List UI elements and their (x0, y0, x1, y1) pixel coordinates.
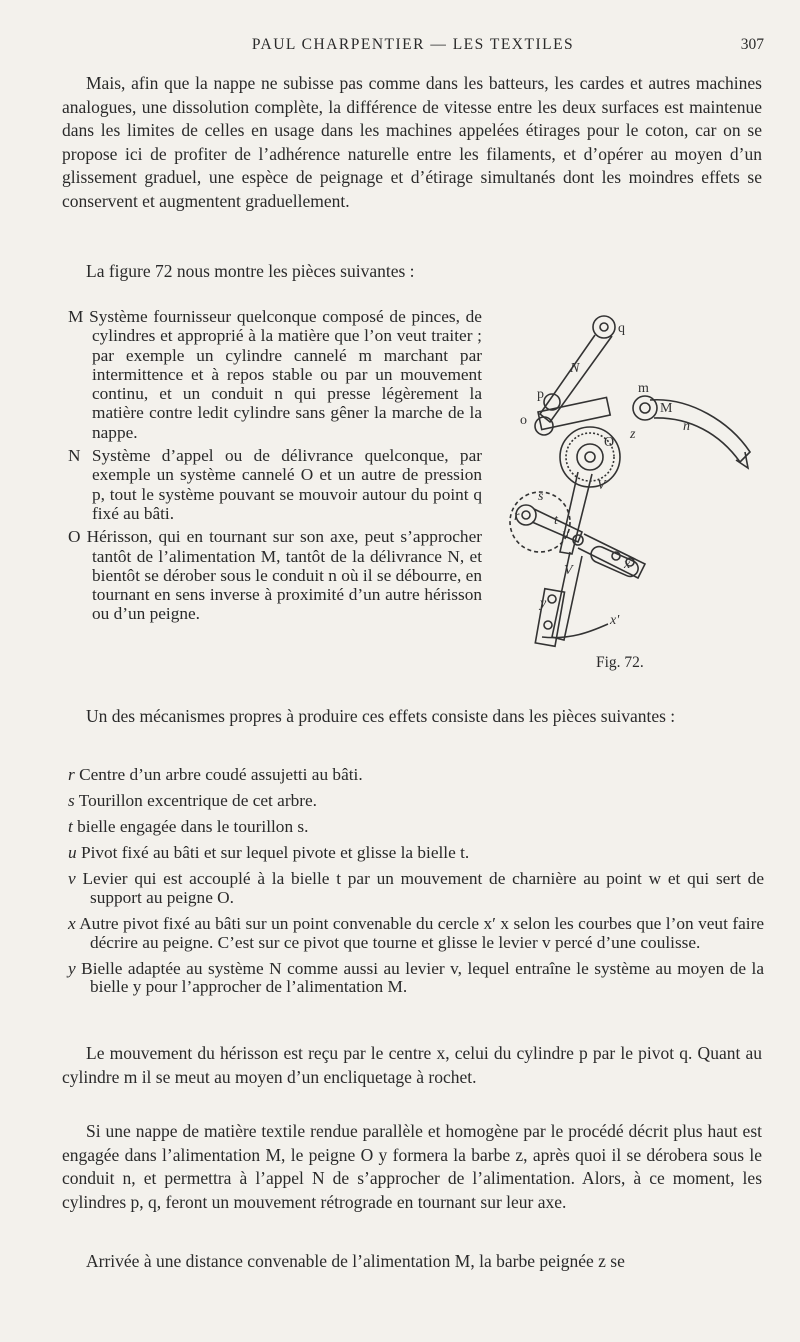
paragraph-1: Mais, afin que la nappe ne subisse pas comme dans les batteurs, les cardes et autres machines analogues, une dissolution complète, la différence de vitesse entre les deux surfaces est maintenue dans les limites de celles en usage dans les machines appelées étirages pour le coton, car on se propose ici de profiter de l’adhérence naturelle entre les filaments, et d’opérer au moyen d’un glissement graduel, une espèce de peignage et d’étirage simultanés dont les moindres effets se conservent et augmentent graduellement. (62, 73, 762, 211)
item-letter: s (68, 791, 75, 811)
label-o: o (520, 413, 527, 428)
label-x: x (624, 557, 631, 572)
list-item (34, 527, 482, 623)
list-item (34, 960, 764, 997)
item-letter: O (68, 527, 81, 547)
item-text: Système fournisseur quelconque composé de pinces, de cylindres et approprié à la matière que l’on veut traiter ; par exemple un cylindre cannelé m marchant par intermittence et à repos stable ou par un mouvement continu, et un conduit n qui presse légèrement la matière contre ledit cylindre sans gêner la marche de la nappe. (89, 307, 482, 442)
item-text: Pivot fixé au bâti et sur lequel pivote et glisse la bielle t. (80, 843, 470, 863)
paragraph-3: Un des mécanismes propres à produire ces effets consiste dans les pièces suivantes : (86, 706, 676, 726)
label-q: q (618, 321, 625, 336)
label-z: z (630, 427, 636, 442)
item-text: Autre pivot fixé au bâti sur un point convenable du cercle x′ x selon les courbes que l’on veut faire décrire au peigne. C’est sur ce pivot que tourne et glisse le levier v percé d’une coulisse. (79, 914, 764, 952)
list-item (34, 915, 764, 952)
label-M: M (660, 401, 673, 416)
item-text: bielle engagée dans le tourillon s. (77, 817, 309, 837)
item-letter: r (68, 765, 75, 784)
parts-list-1 (34, 307, 482, 628)
figure-72 (500, 302, 770, 682)
paragraph-6: Arrivée à une distance convenable de l’alimentation M, la barbe peignée z se (86, 1251, 625, 1271)
label-p: p (537, 387, 544, 402)
item-letter: v (68, 869, 76, 889)
item-letter: y (68, 958, 76, 978)
label-x-prime: x' (610, 613, 620, 628)
label-v: V (564, 563, 573, 578)
label-N: N (570, 361, 580, 376)
label-m: m (638, 381, 649, 396)
item-text: Bielle adaptée au système N comme aussi au levier v, lequel entraîne le système au moyen de la bielle y pour l’approcher de l’alimentation M. (81, 958, 764, 997)
label-r: r (514, 509, 520, 524)
running-title: PAUL CHARPENTIER — LES TEXTILES (251, 36, 575, 53)
running-header (62, 36, 764, 58)
label-V: V (597, 478, 606, 493)
list-item (34, 792, 764, 811)
item-text: Hérisson, qui en tournant sur son axe, peut s’approcher tantôt de l’alimentation M, tantôt de la délivrance N, et bientôt se dérober sous le conduit n où il se débourre, en tournant en sens inverse à proximité d’un autre hérisson ou d’un peigne. (86, 527, 482, 624)
item-letter: N (68, 446, 81, 466)
list-item (34, 446, 482, 523)
page-number: 307 (740, 36, 764, 53)
list-item (34, 818, 764, 837)
list-item (34, 870, 764, 907)
item-letter: u (68, 843, 77, 863)
paragraph-2: La figure 72 nous montre les pièces suivantes : (86, 261, 415, 281)
list-item (34, 844, 764, 863)
label-y: y (540, 596, 547, 611)
item-text: Système d’appel ou de délivrance quelconque, par exemple un système cannelé O et un autre de pression p, tout le système pouvant se mouvoir autour du point q fixé au bâti. (91, 446, 482, 523)
label-O: O (604, 435, 615, 450)
item-text: Tourillon excentrique de cet arbre. (78, 791, 317, 811)
item-letter: M (68, 307, 84, 326)
label-u: u (562, 527, 569, 542)
list-item (34, 307, 482, 442)
item-text: Centre d’un arbre coudé assujetti au bâti. (79, 765, 363, 784)
label-n: n (683, 419, 690, 434)
figure-caption: Fig. 72. (596, 654, 644, 671)
label-t: t (554, 513, 558, 528)
mechanism-diagram (500, 302, 770, 682)
item-letter: t (68, 817, 73, 837)
label-s: s (538, 489, 544, 504)
parts-list-2 (34, 766, 764, 1004)
item-text: Levier qui est accouplé à la bielle t par un mouvement de charnière au point w et qui sert de support au peigne O. (82, 869, 764, 907)
paragraph-5: Si une nappe de matière textile rendue parallèle et homogène par le procédé décrit plus haut est engagée dans l’alimentation M, le peigne O y formera la barbe z, après quoi il se dérobera sous le conduit n, et permettra à l’appel N de s’approcher de l’alimentation. Alors, à ce moment, les cylindres p, q, feront un mouvement rétrograde en tournant sur leur axe. (62, 1121, 762, 1212)
list-item (34, 766, 764, 785)
paragraph-4: Le mouvement du hérisson est reçu par le centre x, celui du cylindre p par le pivot q. Quant au cylindre m il se meut au moyen d’un encliquetage à rochet. (62, 1043, 762, 1087)
item-letter: x (68, 914, 76, 934)
